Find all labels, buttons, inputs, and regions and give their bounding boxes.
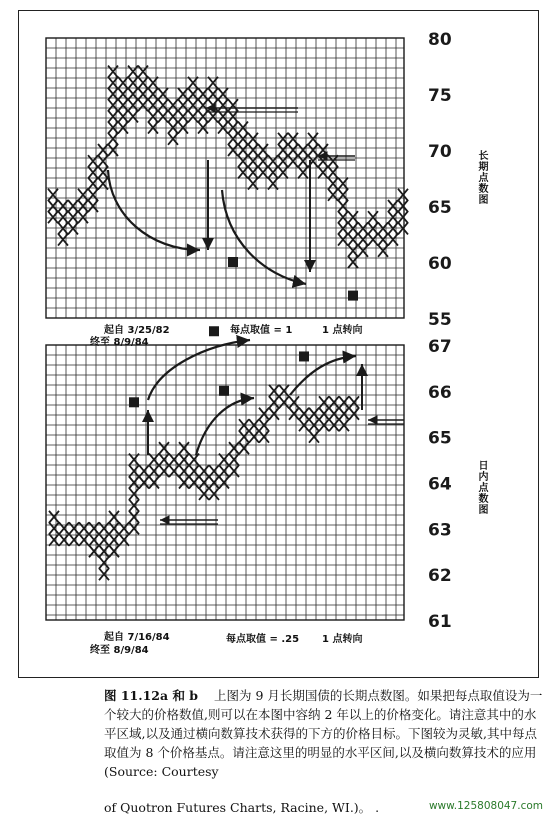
bottom-x-mark — [259, 431, 269, 443]
bottom-x-mark — [179, 442, 189, 454]
top-x-mark — [108, 99, 118, 111]
top-x-mark — [98, 144, 108, 156]
bottom-x-mark — [69, 534, 79, 546]
bottom-x-mark — [99, 557, 109, 569]
top-x-mark — [348, 245, 358, 257]
top-x-mark — [228, 133, 238, 145]
top-x-mark — [188, 77, 198, 89]
bottom-x-mark — [269, 396, 279, 408]
bottom-box-value: 每点取值 = .25 — [226, 634, 300, 645]
top-x-mark — [68, 211, 78, 223]
top-y-tick-label: 75 — [428, 86, 452, 106]
watermark: www.125808047.com — [428, 800, 543, 812]
top-x-mark — [178, 99, 188, 111]
top-x-mark — [158, 110, 168, 122]
bottom-y-tick-label: 64 — [428, 474, 452, 495]
top-x-mark — [108, 110, 118, 122]
top-x-mark — [58, 200, 68, 212]
bottom-x-mark — [89, 522, 99, 534]
bottom-y-tick-label: 62 — [428, 566, 452, 587]
top-y-tick-label: 80 — [428, 30, 452, 50]
bottom-x-mark — [329, 408, 339, 420]
top-end-date: 终至 8/9/84 — [90, 337, 149, 348]
top-x-mark — [238, 133, 248, 145]
top-x-mark — [288, 144, 298, 156]
bottom-y-tick-label: 65 — [428, 428, 452, 449]
bottom-x-mark — [239, 442, 249, 454]
top-x-mark — [318, 155, 328, 167]
top-x-mark — [388, 200, 398, 212]
top-x-mark — [48, 189, 58, 201]
top-x-mark — [108, 144, 118, 156]
top-x-mark — [148, 77, 158, 89]
bottom-x-mark — [259, 408, 269, 420]
top-x-mark — [118, 77, 128, 89]
top-x-mark — [118, 99, 128, 111]
bottom-x-mark — [219, 477, 229, 489]
top-x-mark — [398, 200, 408, 212]
bottom-x-mark — [129, 522, 139, 534]
top-start-date: 起自 3/25/82 — [104, 325, 170, 336]
top-x-mark — [378, 234, 388, 246]
top-x-mark — [248, 133, 258, 145]
bottom-x-mark — [79, 534, 89, 546]
top-x-mark — [378, 245, 388, 257]
bottom-y-tick-label: 67 — [428, 337, 452, 357]
top-x-mark — [328, 189, 338, 201]
bottom-y-tick-label: 63 — [428, 520, 452, 541]
top-x-mark — [88, 189, 98, 201]
bottom-x-mark — [129, 511, 139, 523]
bottom-x-mark — [59, 534, 69, 546]
bottom-x-mark — [289, 408, 299, 420]
top-x-mark — [68, 200, 78, 212]
bottom-x-mark — [239, 431, 249, 443]
bottom-x-mark — [209, 488, 219, 500]
bottom-y-tick-label: 61 — [428, 612, 452, 632]
top-x-mark — [98, 155, 108, 167]
top-x-mark — [338, 200, 348, 212]
top-x-mark — [298, 144, 308, 156]
top-target-marker — [228, 257, 238, 267]
top-x-mark — [48, 200, 58, 212]
top-x-mark — [168, 110, 178, 122]
bottom-x-mark — [109, 522, 119, 534]
top-x-mark — [348, 211, 358, 223]
top-x-mark — [358, 245, 368, 257]
bottom-x-mark — [319, 396, 329, 408]
top-x-mark — [238, 144, 248, 156]
bottom-x-mark — [249, 431, 259, 443]
bottom-x-mark — [129, 499, 139, 511]
bottom-count-arrow-1 — [148, 340, 250, 400]
bottom-x-mark — [349, 396, 359, 408]
top-x-mark — [258, 155, 268, 167]
top-x-mark — [318, 144, 328, 156]
bottom-x-mark — [49, 534, 59, 546]
top-x-mark — [58, 211, 68, 223]
caption-source: of Quotron Futures Charts, Racine, WI.)。 . — [104, 800, 380, 815]
top-x-mark — [358, 234, 368, 246]
top-x-mark — [198, 99, 208, 111]
top-x-mark — [278, 144, 288, 156]
bottom-side-label: 日内点数图 — [476, 460, 487, 515]
bottom-x-mark — [129, 488, 139, 500]
top-y-tick-label: 55 — [428, 310, 452, 330]
top-x-mark — [238, 155, 248, 167]
bottom-x-mark — [99, 545, 109, 557]
top-x-mark — [108, 66, 118, 78]
top-x-mark — [398, 211, 408, 223]
top-box-value: 每点取值 = 1 — [230, 325, 293, 336]
bottom-x-mark — [89, 545, 99, 557]
top-x-mark — [298, 155, 308, 167]
top-x-mark — [308, 133, 318, 145]
top-target-marker — [348, 291, 358, 301]
top-x-mark — [338, 234, 348, 246]
top-x-mark — [128, 99, 138, 111]
top-x-mark — [168, 133, 178, 145]
bottom-target-marker — [299, 351, 309, 361]
bottom-x-mark — [109, 511, 119, 523]
top-x-mark — [128, 77, 138, 89]
top-x-mark — [368, 234, 378, 246]
bottom-x-mark — [339, 408, 349, 420]
top-x-mark — [218, 99, 228, 111]
top-x-mark — [188, 110, 198, 122]
bottom-x-mark — [179, 477, 189, 489]
top-x-mark — [58, 234, 68, 246]
top-x-mark — [288, 155, 298, 167]
figure-caption — [104, 686, 544, 781]
top-x-mark — [48, 211, 58, 223]
bottom-x-mark — [99, 522, 109, 534]
top-x-mark — [158, 99, 168, 111]
top-x-mark — [78, 200, 88, 212]
bottom-x-mark — [299, 408, 309, 420]
top-x-mark — [138, 77, 148, 89]
top-x-mark — [128, 66, 138, 78]
top-x-mark — [338, 189, 348, 201]
bottom-x-mark — [119, 522, 129, 534]
top-x-mark — [228, 144, 238, 156]
bottom-x-mark — [109, 545, 119, 557]
bottom-x-mark — [289, 396, 299, 408]
top-y-tick-label: 65 — [428, 198, 452, 218]
top-x-mark — [208, 99, 218, 111]
bottom-x-mark — [229, 442, 239, 454]
top-x-mark — [368, 211, 378, 223]
top-x-mark — [188, 99, 198, 111]
top-x-mark — [148, 110, 158, 122]
caption-text: 上图为 9 月长期国债的长期点数图。如果把每点取值设为一个较大的价格数值,则可以在本图中容纳 2 年以上的价格变化。请注意其中的水平区域,以及通过横向数算技术获得的下方的价格目标。下图较为灵敏,其中每点取值为 8 个价格基点。请注意这里的明显的水平区间,以及横向数算技术的应用 (Source: Courtesy — [104, 688, 543, 779]
top-x-mark — [228, 99, 238, 111]
top-x-mark — [278, 155, 288, 167]
top-x-mark — [138, 66, 148, 78]
top-x-mark — [148, 99, 158, 111]
top-x-mark — [138, 99, 148, 111]
top-y-tick-label: 70 — [428, 142, 452, 162]
bottom-x-mark — [279, 396, 289, 408]
bottom-x-mark — [149, 477, 159, 489]
top-x-mark — [108, 77, 118, 89]
top-x-mark — [248, 144, 258, 156]
bottom-x-mark — [129, 477, 139, 489]
caption-fig-label: 图 11.12a 和 b — [104, 688, 199, 703]
bottom-start-date: 起自 7/16/84 — [104, 632, 170, 643]
bottom-x-mark — [199, 477, 209, 489]
bottom-x-mark — [49, 522, 59, 534]
top-x-mark — [178, 110, 188, 122]
top-x-mark — [248, 155, 258, 167]
bottom-x-mark — [59, 522, 69, 534]
top-x-mark — [338, 211, 348, 223]
bottom-x-mark — [319, 408, 329, 420]
top-x-mark — [308, 144, 318, 156]
bottom-reversal: 1 点转向 — [322, 634, 363, 645]
bottom-x-mark — [189, 477, 199, 489]
top-x-mark — [78, 189, 88, 201]
top-x-mark — [388, 211, 398, 223]
bottom-x-mark — [309, 431, 319, 443]
bottom-x-mark — [99, 568, 109, 580]
bottom-x-mark — [329, 396, 339, 408]
bottom-x-mark — [209, 477, 219, 489]
top-x-mark — [258, 144, 268, 156]
top-x-mark — [328, 155, 338, 167]
top-x-mark — [208, 77, 218, 89]
bottom-x-mark — [99, 534, 109, 546]
top-x-mark — [388, 234, 398, 246]
bottom-x-mark — [339, 396, 349, 408]
bottom-x-mark — [89, 534, 99, 546]
bottom-target-marker — [129, 397, 139, 407]
top-x-mark — [88, 200, 98, 212]
top-x-mark — [78, 211, 88, 223]
bottom-x-mark — [49, 511, 59, 523]
bottom-y-tick-label: 66 — [428, 382, 452, 403]
top-count-arrow-2 — [222, 190, 306, 284]
top-x-mark — [398, 189, 408, 201]
bottom-x-mark — [199, 488, 209, 500]
bottom-x-mark — [349, 408, 359, 420]
top-side-label: 长期点数图 — [476, 150, 487, 205]
bottom-x-mark — [69, 522, 79, 534]
bottom-x-mark — [159, 442, 169, 454]
bottom-end-date: 终至 8/9/84 — [90, 645, 149, 656]
top-x-mark — [128, 110, 138, 122]
top-x-mark — [268, 155, 278, 167]
bottom-x-mark — [119, 534, 129, 546]
top-x-mark — [168, 99, 178, 111]
bottom-x-mark — [139, 477, 149, 489]
bottom-x-mark — [309, 408, 319, 420]
bottom-x-mark — [269, 408, 279, 420]
top-x-mark — [288, 133, 298, 145]
top-x-mark — [118, 110, 128, 122]
top-y-tick-label: 60 — [428, 254, 452, 274]
bottom-x-mark — [109, 534, 119, 546]
top-x-mark — [88, 155, 98, 167]
bottom-target-marker — [219, 386, 229, 396]
bottom-x-mark — [79, 522, 89, 534]
top-reversal: 1 点转向 — [322, 325, 363, 336]
top-x-mark — [348, 234, 358, 246]
bottom-target-marker — [209, 326, 219, 336]
top-x-mark — [108, 133, 118, 145]
top-x-mark — [278, 133, 288, 145]
